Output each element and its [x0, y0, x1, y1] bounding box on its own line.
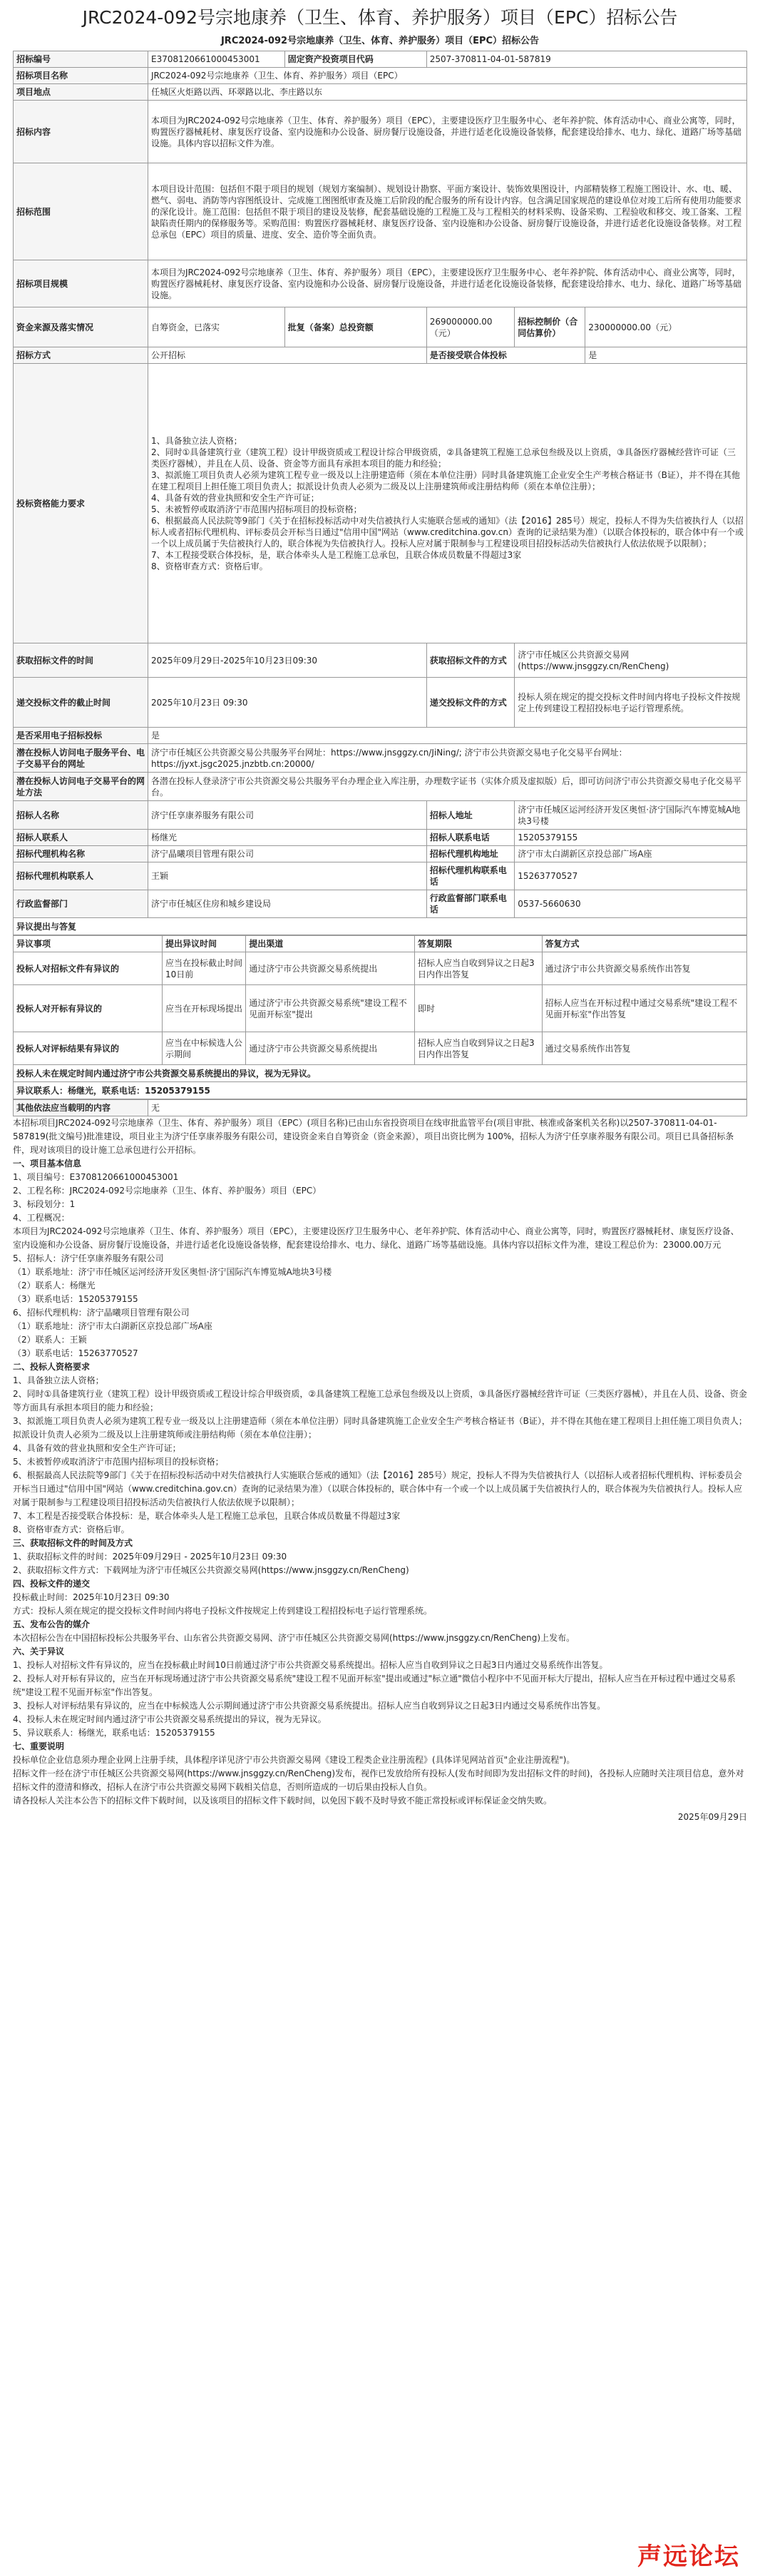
agent-contact-label: 招标代理机构联系人 [14, 862, 148, 890]
body-paragraph: （1）联系地址：济宁市太白湖新区京投总部广场A座 [13, 1321, 212, 1331]
body-paragraph: 6、根据最高人民法院等9部门《关于在招标投标活动中对失信被执行人实施联合惩戒的通知》（法【2016】285号）规定，投标人不得为失信被执行人（以招标人或者招标代理机构、评标委员会开标当日通过"信用中国"网站（www.creditchina.gov.cn）查询的记录结果为准）（以联合体投标的，联合体中有一个或一个以上成员属于失信被执行人的，联合体视为失信被执行人。投标人应对属于限制参与工程建设项目招投标活动失信被执行人依法依规予以限制）； [13, 1470, 742, 1507]
addr-label: 项目地点 [14, 84, 148, 101]
obj-cell: 应当在中标候选人公示期间 [163, 1032, 246, 1065]
obj-cell: 招标人应当自收到异议之日起3日内作出答复 [415, 952, 543, 985]
agent-addr-value: 济宁市太白湖新区京投总部广场A座 [515, 846, 747, 862]
qual-item: 7、本工程接受联合体投标，是，联合体牵头人是工程施工总承包，且联合体成员数量不得超过3家 [151, 549, 522, 560]
obj-header: 提出异议时间 [163, 936, 246, 952]
obj-cell: 通过济宁市公共资源交易系统提出 [246, 952, 415, 985]
contact-value: 杨继光 [148, 830, 427, 846]
scope-label: 招标范围 [14, 163, 148, 260]
other-value: 无 [148, 1100, 747, 1116]
tenderer-addr-label: 招标人地址 [426, 801, 515, 830]
super-value: 济宁市任城区住房和城乡建设局 [148, 890, 427, 918]
table-row [14, 1032, 747, 1065]
agent-contact-value: 王颖 [148, 862, 427, 890]
obj-cell: 应当在投标截止时间10日前 [163, 952, 246, 985]
super-tel-value: 0537-5660630 [515, 890, 747, 918]
platform-label: 潜在投标人访问电子服务平台、电子交易平台的网址 [14, 744, 148, 773]
body-paragraph: （3）联系电话：15263770527 [13, 1348, 138, 1358]
objection-section-title: 异议提出与答复 [13, 918, 747, 935]
obj-cell: 即时 [415, 985, 543, 1032]
obj-cell: 投标人对开标有异议的 [14, 985, 163, 1032]
mode-label: 招标方式 [14, 347, 148, 364]
deadline-value: 2025年10月23日 09:30 [148, 678, 427, 728]
body-paragraph: 1、具备独立法人资格； [13, 1375, 104, 1385]
body-paragraph: 3、投标人对评标结果有异议的，应当在中标候选人公示期间通过济宁市公共资源交易系统提出。招标人应当自收到异议之日起3日内通过交易系统作出答复。 [13, 1701, 606, 1711]
budget-label: 批复（备案）总投资额 [284, 307, 426, 347]
tenderer-label: 招标人名称 [14, 801, 148, 830]
body-paragraph: 投标截止时间：2025年10月23日 09:30 [13, 1592, 170, 1602]
deadline-label: 递交投标文件的截止时间 [14, 678, 148, 728]
contact-label: 招标人联系人 [14, 830, 148, 846]
body-paragraph: 方式：投标人须在规定的提交投标文件时间内将电子投标文件按规定上传到建设工程招投标电子运行管理系统。 [13, 1606, 433, 1616]
body-paragraph: 七、重要说明 [13, 1741, 65, 1751]
body-paragraph: 7、本工程是否接受联合体投标：是，联合体牵头人是工程施工总承包，且联合体成员数量不得超过3家 [13, 1511, 401, 1521]
body-paragraph: 一、项目基本信息 [13, 1159, 82, 1169]
body-paragraph: 5、异议联系人：杨继光，联系电话：15205379155 [13, 1728, 215, 1738]
contact-tel-label: 招标人联系电话 [426, 830, 515, 846]
tenderer-addr-value: 济宁市任城区运河经济开发区奥恒·济宁国际汽车博览城A地块3号楼 [515, 801, 747, 830]
obj-header: 答复方式 [542, 936, 747, 952]
objection-note: 投标人未在规定时间内通过济宁市公共资源交易系统提出的异议，视为无异议。 [13, 1065, 747, 1082]
visit-value: 各潜在投标人登录济宁市公共资源交易公共服务平台办理企业入库注册，办理数字证书（实体介质及虚拟版）后，即可访问济宁市公共资源交易电子化交易平台。 [148, 773, 747, 801]
obj-cell: 应当在开标现场提出 [163, 985, 246, 1032]
time-label: 获取招标文件的时间 [14, 643, 148, 678]
objection-contact: 异议联系人：杨继光，联系电话：15205379155 [13, 1082, 747, 1099]
body-paragraph: 本项目为JRC2024-092号宗地康养（卫生、体育、养护服务）项目（EPC），主要建设医疗卫生服务中心、老年养护院、体育活动中心、商业公寓等，同时，购置医疗器械耗材、康复医疗设备、室内设施和办公设备、厨房餐厅设施设备，并进行适老化设施设备装修，配套建设给排水、电力、绿化、道路广场等基础设施。具体内容以招标文件为准，建设工程总价为：23000.00万元 [13, 1226, 739, 1250]
table-row [14, 952, 747, 985]
agent-tel-value: 15263770527 [515, 862, 747, 890]
scale-label: 招标项目规模 [14, 260, 148, 307]
fund-value: 自筹资金，已落实 [148, 307, 285, 347]
body-paragraph: 4、工程概况： [13, 1213, 70, 1223]
scope-value: 本项目设计范围：包括但不限于项目的规划（规划方案编制）、规划设计勘察、平面方案设计、装饰效果图设计，内部精装修工程施工图设计、水、电、暖、燃气、弱电、消防等内容图纸设计、完成施工图图纸审查及施工后阶段的配合服务的所有设计内容。包含满足国家规范的建设单位对竣工后所有使用功能要求的深化设计。施工范围：包括但不限于项目的建设及装修，配套基础设施的工程施工及与工程相关的材料采购、设备采购、工程验收和移交、竣工备案、工程缺陷责任期内的保修服务等。采购范围：购置医疗器械耗材、康复医疗设备、室内设施和办公设备、厨房餐厅设施设备，并进行适老化设施设备装修。对工程总承包（EPC）项目的质量、进度、安全、造价等全面负责。 [148, 163, 747, 260]
body-paragraph: 投标单位企业信息须办理企业网上注册手续，具体程序详见济宁市公共资源交易网《建设工程类企业注册流程》(具体详见网站首页"企业注册流程")。 [13, 1755, 575, 1765]
obj-cell: 招标人应当自收到异议之日起3日内作出答复 [415, 1032, 543, 1065]
notice-body [13, 1116, 747, 1808]
body-paragraph: 2、工程名称：JRC2024-092号宗地康养（卫生、体育、养护服务）项目（EPC） [13, 1186, 322, 1196]
content-label: 招标内容 [14, 101, 148, 163]
qual-item: 1、具备独立法人资格； [151, 435, 242, 446]
body-paragraph: 二、投标人资格要求 [13, 1362, 91, 1372]
body-paragraph: 4、具备有效的营业执照和安全生产许可证； [13, 1443, 181, 1453]
contact-tel-value: 15205379155 [515, 830, 747, 846]
other-table [13, 1099, 747, 1116]
agent-tel-label: 招标代理机构联系电话 [426, 862, 515, 890]
objection-table [13, 935, 747, 1065]
table-row [14, 985, 747, 1032]
body-paragraph: （1）联系地址：济宁市任城区运河经济开发区奥恒·济宁国际汽车博览城A地块3号楼 [13, 1267, 332, 1277]
obj-cell: 投标人对评标结果有异议的 [14, 1032, 163, 1065]
watermark-logo: 声远论坛 [637, 2542, 740, 2571]
obj-cell: 通过济宁市公共资源交易系统作出答复 [542, 952, 747, 985]
body-paragraph: 四、投标文件的递交 [13, 1579, 91, 1589]
obj-header: 异议事项 [14, 936, 163, 952]
body-paragraph: 2、投标人对开标有异议的，应当在开标现场通过济宁市公共资源交易系统"建设工程不见面开标室"提出或通过"标立通"微信小程序中不见面开标大厅提出，招标人应当在开标过程中通过交易系统"建设工程不见面开标室"作出答复。 [13, 1674, 736, 1697]
asset-code-label: 固定资产投资项目代码 [284, 51, 426, 68]
body-paragraph: 2、同时①具备建筑行业（建筑工程）设计甲级资质或工程设计综合甲级资质，②具备建筑工程施工总承包叁级及以上资质，③具备医疗器械经营许可证（三类医疗器械），并且在人员、设备、资金等方面具有承担本项目的能力和经验； [13, 1389, 747, 1412]
footer-date: 2025年09月29日 [677, 1812, 747, 1822]
qual-item: 3、拟派施工项目负责人必须为建筑工程专业一级及以上注册建造师（须在本单位注册）同时具备建筑施工企业安全生产考核合格证书（B证），并不得在其他在建工程项目上担任施工项目负责人；拟派设计负责人必须为二级及以上注册建筑师或注册结构师（须在本单位注册）； [151, 469, 740, 492]
body-paragraph: 本招标项目JRC2024-092号宗地康养（卫生、体育、养护服务）项目（EPC）(项目名称)已由山东省投资项目在线审批监管平台(项目审批、核准或备案机关名称)以2507-370811-04-01-587819(批文编号)批准建设，项目业主为济宁任享康养服务有限公司，建设资金来自自筹资金（资金来源），项目出资比例为 100%，招标人为济宁任享康养服务有限公司。项目已具备招标条件，现对该项目的设计施工总承包进行公开招标。 [13, 1118, 734, 1155]
tenderer-value: 济宁任享康养服务有限公司 [148, 801, 427, 830]
page-subtitle: JRC2024-092号宗地康养（卫生、体育、养护服务）项目（EPC）招标公告 [220, 36, 540, 46]
content-value: 本项目为JRC2024-092号宗地康养（卫生、体育、养护服务）项目（EPC），主要建设医疗卫生服务中心、老年养护院、体育活动中心、商业公寓等，同时，购置医疗器械耗材、康复医疗设备、室内设施和办公设备、厨房餐厅设施设备，并进行适老化设施设备装修，配套建设给排水、电力、绿化、道路广场等基础设施。具体内容以招标文件为准。 [148, 101, 747, 163]
qual-item: 2、同时①具备建筑行业（建筑工程）设计甲级资质或工程设计综合甲级资质，②具备建筑工程施工总承包叁级及以上资质，③具备医疗器械经营许可证（三类医疗器械），并且在人员、设备、资金等方面具有承担本项目的能力和经验； [151, 447, 736, 469]
body-paragraph: 5、招标人：济宁任享康养服务有限公司 [13, 1253, 164, 1263]
notice-page [0, 6, 760, 1823]
submit-label: 递交投标文件的方式 [426, 678, 515, 728]
union-value: 是 [585, 347, 747, 364]
body-paragraph: 1、获取招标文件的时间：2025年09月29日 - 2025年10月23日 09:30 [13, 1552, 287, 1562]
qual-label: 投标资格能力要求 [14, 364, 148, 643]
addr-value: 任城区火炬路以西、环翠路以北、李庄路以东 [148, 84, 747, 101]
body-paragraph: 请各投标人关注本公告下的招标文件下载时间，以及该项目的招标文件下载时间，以免因下载不及时导致不能正常投标或评标保证金交纳失败。 [13, 1796, 553, 1806]
mode-value: 公开招标 [148, 347, 427, 364]
limit-value: 230000000.00（元） [585, 307, 747, 347]
body-paragraph: 6、招标代理机构：济宁晶曦项目管理有限公司 [13, 1308, 190, 1318]
obj-cell: 招标人应当在开标过程中通过交易系统"建设工程不见面开标室"作出答复 [542, 985, 747, 1032]
bid-no-value: E3708120661000453001 [148, 51, 285, 68]
proj-name-label: 招标项目名称 [14, 68, 148, 84]
qual-item: 5、未被暂停或取消济宁市范围内招标项目的投标资格； [151, 504, 362, 514]
platform-value[interactable]: 济宁市任城区公共资源交易公共服务平台网址：https://www.jnsggzy.cn/JiNing/; 济宁市公共资源交易电子化交易平台网址：https://jyxt.jsgc2025.jnzbtb.cn:20000/ [148, 744, 747, 773]
qual-item: 4、具备有效的营业执照和安全生产许可证； [151, 492, 319, 503]
asset-code-value: 2507-370811-04-01-587819 [426, 51, 746, 68]
ebid-label: 是否采用电子招标投标 [14, 728, 148, 744]
body-paragraph: 8、资格审查方式：资格后审。 [13, 1524, 130, 1534]
body-paragraph: 五、发布公告的媒介 [13, 1619, 91, 1629]
body-paragraph: （2）联系人：杨继光 [13, 1281, 96, 1290]
obj-cell: 通过济宁市公共资源交易系统提出 [246, 1032, 415, 1065]
way-value[interactable]: 济宁市任城区公共资源交易网(https://www.jnsggzy.cn/RenCheng) [515, 643, 747, 678]
body-paragraph: 2、获取招标文件方式：下载网址为济宁市任城区公共资源交易网(https://www.jnsggzy.cn/RenCheng) [13, 1565, 409, 1575]
agent-label: 招标代理机构名称 [14, 846, 148, 862]
submit-value: 投标人须在规定的提交投标文件时间内将电子投标文件按规定上传到建设工程招投标电子运行管理系统。 [515, 678, 747, 728]
proj-name-value: JRC2024-092号宗地康养（卫生、体育、养护服务）项目（EPC） [148, 68, 747, 84]
body-paragraph: 3、拟派施工项目负责人必须为建筑工程专业一级及以上注册建造师（须在本单位注册）同时具备建筑施工企业安全生产考核合格证书（B证），并不得在其他在建工程项目上担任施工项目负责人；拟派设计负责人必须为二级及以上注册建筑师或注册结构师（须在本单位注册）； [13, 1416, 747, 1440]
info-table [13, 51, 747, 918]
body-paragraph: （2）联系人：王颖 [13, 1335, 87, 1345]
body-paragraph: 三、获取招标文件的时间及方式 [13, 1538, 133, 1548]
time-value: 2025年09月29日-2025年10月23日09:30 [148, 643, 427, 678]
scale-value: 本项目为JRC2024-092号宗地康养（卫生、体育、养护服务）项目（EPC），主要建设医疗卫生服务中心、老年养护院、体育活动中心、商业公寓等，同时，购置医疗器械耗材、康复医疗设备、室内设施和办公设备、厨房餐厅设施设备，并进行适老化设施设备装修，配套建设给排水、电力、绿化、道路广场等基础设施。 [148, 260, 747, 307]
other-label: 其他依法应当载明的内容 [14, 1100, 148, 1116]
obj-cell: 投标人对招标文件有异议的 [14, 952, 163, 985]
qual-item: 8、资格审查方式：资格后审。 [151, 561, 268, 571]
ebid-value: 是 [148, 728, 747, 744]
way-label: 获取招标文件的方式 [426, 643, 515, 678]
limit-label: 招标控制价（合同估算价） [515, 307, 585, 347]
budget-value: 269000000.00（元） [426, 307, 515, 347]
obj-cell: 通过济宁市公共资源交易系统"建设工程不见面开标室"提出 [246, 985, 415, 1032]
visit-label: 潜在投标人访问电子交易平台的网址方法 [14, 773, 148, 801]
body-paragraph: 六、关于异议 [13, 1646, 65, 1656]
obj-header: 提出渠道 [246, 936, 415, 952]
body-paragraph: 4、投标人未在规定时间内通过济宁市公共资源交易系统提出的异议，视为无异议。 [13, 1714, 327, 1724]
obj-cell: 通过交易系统作出答复 [542, 1032, 747, 1065]
body-paragraph: 1、项目编号：E3708120661000453001 [13, 1172, 179, 1182]
agent-addr-label: 招标代理机构地址 [426, 846, 515, 862]
qual-item: 6、根据最高人民法院等9部门《关于在招标投标活动中对失信被执行人实施联合惩戒的通知》（法【2016】285号）规定，投标人不得为失信被执行人（以招标人或者招标代理机构、评标委员会开标当日通过"信用中国"网站（www.creditchina.gov.cn）查询的记录结果为准）（以联合体投标的，联合体中有一个或一个以上成员属于失信被执行人的，联合体视为失信被执行人。投标人应对属于限制参与工程建设项目招投标活动失信被执行人依法依规予以限制）； [151, 515, 744, 549]
body-paragraph: 3、标段划分：1 [13, 1199, 76, 1209]
agent-value: 济宁晶曦项目管理有限公司 [148, 846, 427, 862]
page-title: JRC2024-092号宗地康养（卫生、体育、养护服务）项目（EPC）招标公告 [82, 7, 678, 28]
body-paragraph: 5、未被暂停或取消济宁市范围内招标项目的投标资格； [13, 1457, 224, 1467]
super-label: 行政监督部门 [14, 890, 148, 918]
super-tel-label: 行政监督部门联系电话 [426, 890, 515, 918]
bid-no-label: 招标编号 [14, 51, 148, 68]
obj-header: 答复期限 [415, 936, 543, 952]
qual-list [148, 364, 747, 643]
fund-label: 资金来源及落实情况 [14, 307, 148, 347]
body-paragraph: 本次招标公告在中国招标投标公共服务平台、山东省公共资源交易网、济宁市任城区公共资源交易网(https://www.jnsggzy.cn/RenCheng)上发布。 [13, 1633, 575, 1643]
body-paragraph: 招标文件一经在济宁市任城区公共资源交易网(https://www.jnsggzy.cn/RenCheng)发布，视作已发放给所有投标人(发布时间即为发出招标文件的时间)，各投标人应随时关注项目信息，意外对招标文件的澄清和修改，招标人在济宁市公共资源交易网下载相关信息，否则所造成的一切后果由投标人自负。 [13, 1768, 744, 1792]
union-label: 是否接受联合体投标 [426, 347, 585, 364]
body-paragraph: （3）联系电话：15205379155 [13, 1294, 138, 1304]
body-paragraph: 1、投标人对招标文件有异议的，应当在投标截止时间10日前通过济宁市公共资源交易系统提出。招标人应当自收到异议之日起3日内通过交易系统作出答复。 [13, 1660, 608, 1670]
